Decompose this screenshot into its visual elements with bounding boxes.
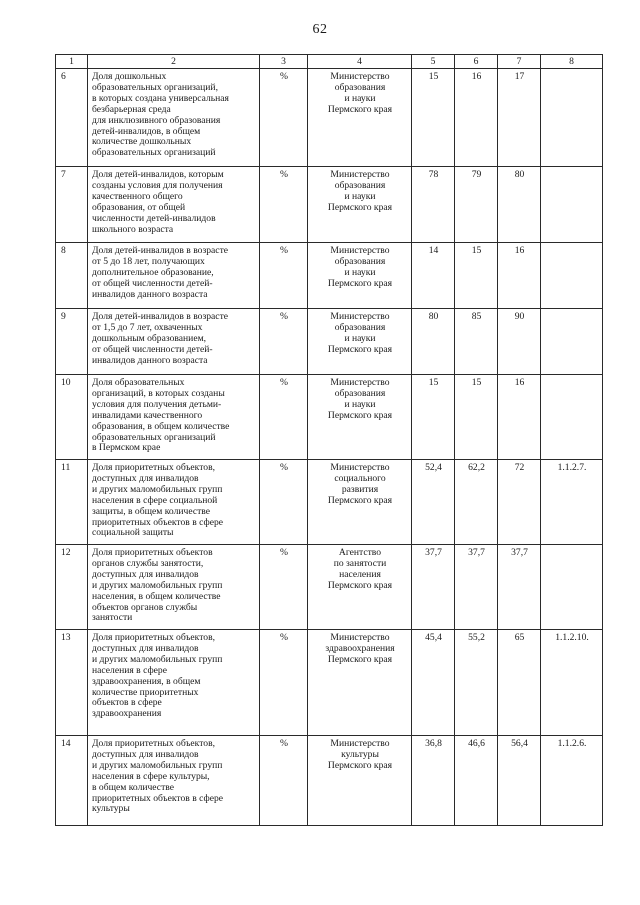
unit: % xyxy=(260,460,308,545)
reference: 1.1.2.6. xyxy=(541,736,603,826)
unit: % xyxy=(260,545,308,630)
value-col-5: 80 xyxy=(412,309,455,375)
unit: % xyxy=(260,630,308,736)
executor: Министерство образования и науки Пермского края xyxy=(308,375,412,460)
header-row xyxy=(56,55,603,69)
value-col-7: 72 xyxy=(498,460,541,545)
value-col-5: 45,4 xyxy=(412,630,455,736)
unit: % xyxy=(260,309,308,375)
value-col-7: 56,4 xyxy=(498,736,541,826)
header-cell-6: 6 xyxy=(455,55,498,69)
unit: % xyxy=(260,375,308,460)
value-col-5: 36,8 xyxy=(412,736,455,826)
indicator-name: Доля приоритетных объектов, доступных для инвалидов и других маломобильных групп населения в сфере здравоохранения, в общем количестве приоритетных объектов в сфере здравоохранения xyxy=(88,630,260,736)
row-number: 10 xyxy=(56,375,88,460)
table-row xyxy=(56,69,603,167)
indicator-name: Доля детей-инвалидов в возрасте от 1,5 до 7 лет, охваченных дошкольным образованием, от общей численности детей- инвалидов данного возраста xyxy=(88,309,260,375)
value-col-5: 14 xyxy=(412,243,455,309)
indicator-name: Доля дошкольных образовательных организаций, в которых создана универсальная безбарьерная среда для инклюзивного образования детей-инвалидов, в общем количестве дошкольных образовательных организаций xyxy=(88,69,260,167)
executor: Министерство образования и науки Пермского края xyxy=(308,243,412,309)
value-col-6: 79 xyxy=(455,167,498,243)
page-number: 62 xyxy=(312,22,328,37)
reference xyxy=(541,545,603,630)
row-number: 12 xyxy=(56,545,88,630)
executor: Министерство социального развития Пермского края xyxy=(308,460,412,545)
row-number: 8 xyxy=(56,243,88,309)
indicator-name: Доля детей-инвалидов, которым созданы условия для получения качественного общего образования, от общей численности детей-инвалидов школьного возраста xyxy=(88,167,260,243)
value-col-5: 52,4 xyxy=(412,460,455,545)
value-col-7: 65 xyxy=(498,630,541,736)
value-col-6: 46,6 xyxy=(455,736,498,826)
row-number: 13 xyxy=(56,630,88,736)
row-number: 9 xyxy=(56,309,88,375)
indicator-name: Доля приоритетных объектов, доступных для инвалидов и других маломобильных групп населения в сфере культуры, в общем количестве приоритетных объектов в сфере культуры xyxy=(88,736,260,826)
header-cell-8: 8 xyxy=(541,55,603,69)
unit: % xyxy=(260,736,308,826)
executor: Министерство здравоохранения Пермского края xyxy=(308,630,412,736)
header-cell-7: 7 xyxy=(498,55,541,69)
value-col-7: 16 xyxy=(498,243,541,309)
value-col-6: 62,2 xyxy=(455,460,498,545)
unit: % xyxy=(260,167,308,243)
reference xyxy=(541,375,603,460)
indicator-name: Доля детей-инвалидов в возрасте от 5 до 18 лет, получающих дополнительное образование, от общей численности детей- инвалидов данного возраста xyxy=(88,243,260,309)
header-cell-2: 2 xyxy=(88,55,260,69)
value-col-6: 15 xyxy=(455,375,498,460)
executor: Министерство образования и науки Пермского края xyxy=(308,69,412,167)
reference xyxy=(541,243,603,309)
value-col-5: 37,7 xyxy=(412,545,455,630)
value-col-6: 15 xyxy=(455,243,498,309)
reference xyxy=(541,167,603,243)
value-col-7: 90 xyxy=(498,309,541,375)
value-col-7: 17 xyxy=(498,69,541,167)
table-body xyxy=(56,55,603,826)
reference xyxy=(541,309,603,375)
row-number: 7 xyxy=(56,167,88,243)
value-col-6: 37,7 xyxy=(455,545,498,630)
header-cell-1: 1 xyxy=(56,55,88,69)
reference xyxy=(541,69,603,167)
executor: Министерство культуры Пермского края xyxy=(308,736,412,826)
executor: Агентство по занятости населения Пермского края xyxy=(308,545,412,630)
table-row xyxy=(56,243,603,309)
value-col-6: 55,2 xyxy=(455,630,498,736)
value-col-5: 15 xyxy=(412,375,455,460)
table-row xyxy=(56,167,603,243)
row-number: 14 xyxy=(56,736,88,826)
unit: % xyxy=(260,69,308,167)
reference: 1.1.2.10. xyxy=(541,630,603,736)
reference: 1.1.2.7. xyxy=(541,460,603,545)
table-row xyxy=(56,545,603,630)
table-row xyxy=(56,736,603,826)
indicator-name: Доля образовательных организаций, в которых созданы условия для получения детьми- инвалидами качественного образования, в общем количестве образовательных организаций в Пермском крае xyxy=(88,375,260,460)
table-row xyxy=(56,375,603,460)
value-col-5: 78 xyxy=(412,167,455,243)
table-row xyxy=(56,309,603,375)
header-cell-5: 5 xyxy=(412,55,455,69)
value-col-7: 37,7 xyxy=(498,545,541,630)
value-col-6: 85 xyxy=(455,309,498,375)
value-col-7: 16 xyxy=(498,375,541,460)
unit: % xyxy=(260,243,308,309)
executor: Министерство образования и науки Пермского края xyxy=(308,167,412,243)
value-col-5: 15 xyxy=(412,69,455,167)
indicators-table xyxy=(55,54,603,826)
row-number: 11 xyxy=(56,460,88,545)
table-row xyxy=(56,630,603,736)
indicator-name: Доля приоритетных объектов, доступных для инвалидов и других маломобильных групп населения в сфере социальной защиты, в общем количестве приоритетных объектов в сфере социальной защиты xyxy=(88,460,260,545)
table-row xyxy=(56,460,603,545)
header-cell-4: 4 xyxy=(308,55,412,69)
indicator-name: Доля приоритетных объектов органов службы занятости, доступных для инвалидов и других маломобильных групп населения, в общем количестве объектов органов службы занятости xyxy=(88,545,260,630)
header-cell-3: 3 xyxy=(260,55,308,69)
row-number: 6 xyxy=(56,69,88,167)
value-col-7: 80 xyxy=(498,167,541,243)
executor: Министерство образования и науки Пермского края xyxy=(308,309,412,375)
value-col-6: 16 xyxy=(455,69,498,167)
